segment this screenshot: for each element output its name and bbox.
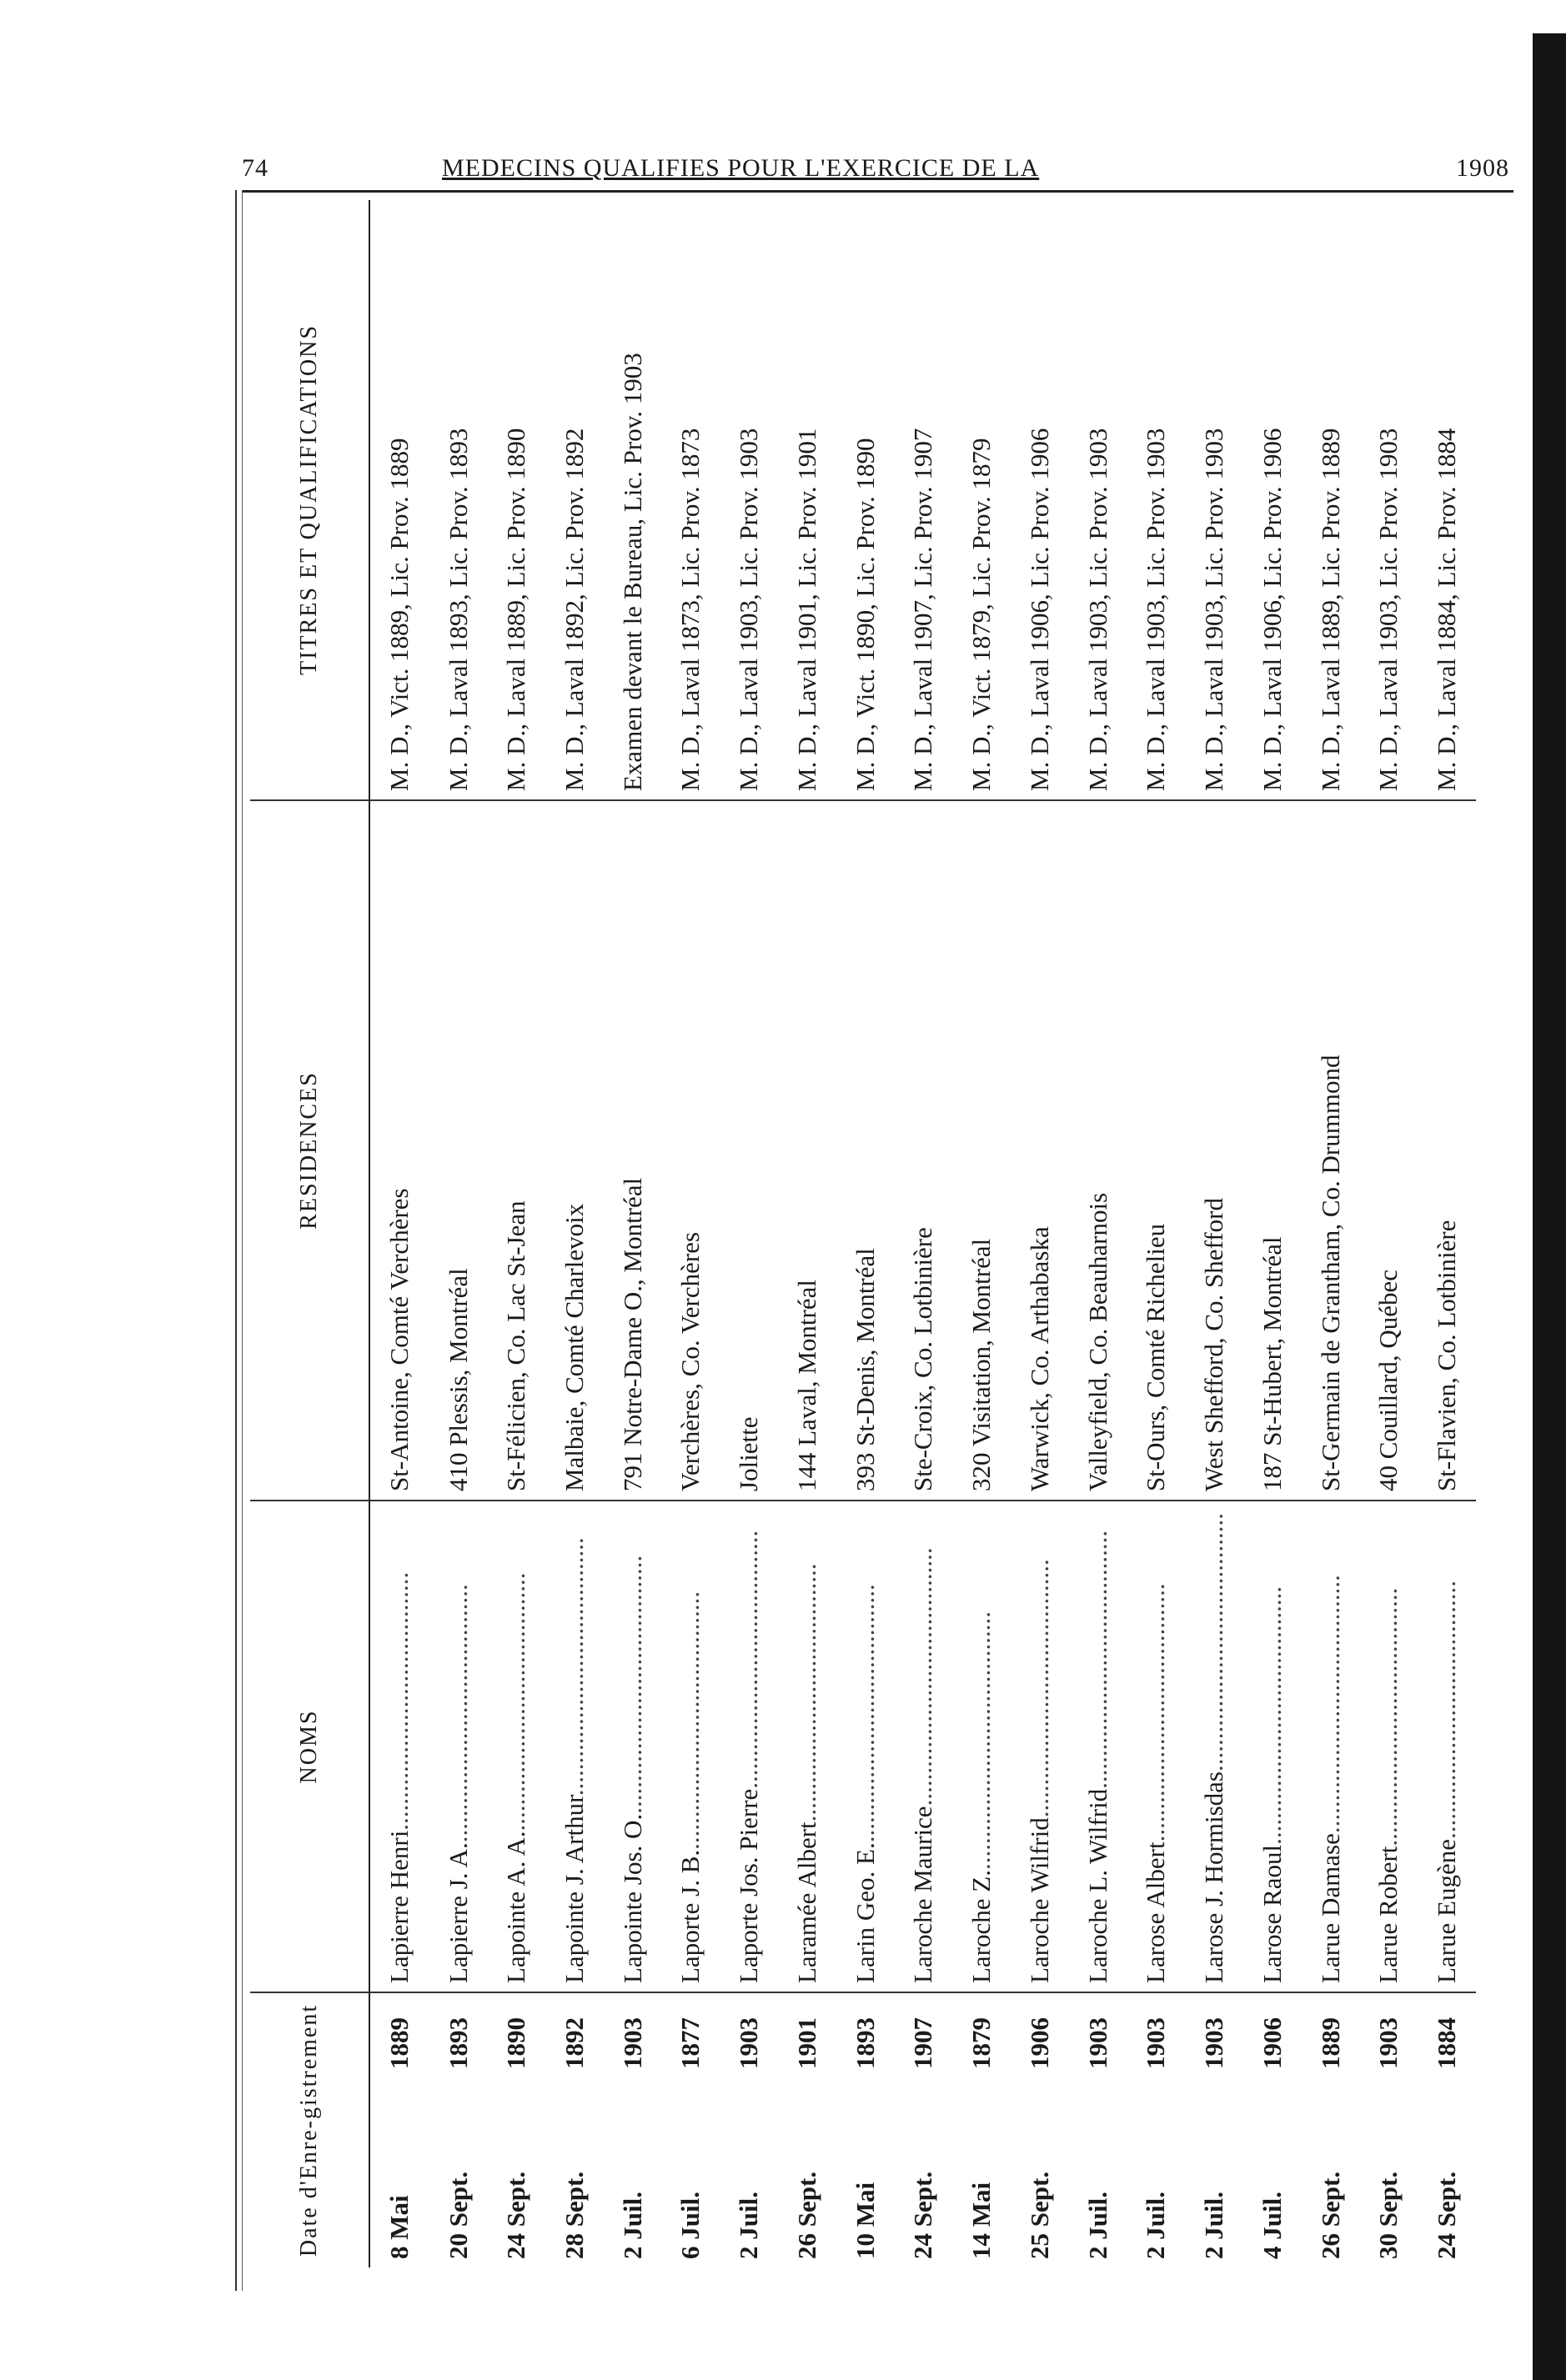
physician-name-cell (429, 1501, 488, 1992)
table-row (895, 200, 953, 2267)
leader-dots: ........................................ (501, 1572, 531, 1831)
registration-day-month: 4 Juil. (1257, 2192, 1287, 2259)
physician-name: Larue Robert (1373, 1846, 1403, 1983)
qualifications-cell: M. D., Laval 1906, Lic. Prov. 1906 (1243, 200, 1302, 800)
registration-date-cell (545, 1992, 604, 2267)
leader-dots: ........................................ (791, 1563, 821, 1822)
left-margin-rule (235, 190, 237, 2291)
physician-name-cell (662, 1501, 720, 1992)
registration-year: 1889 (1315, 2017, 1345, 2069)
registration-date-cell (1359, 1992, 1418, 2267)
registration-year: 1889 (384, 2017, 414, 2069)
table-row (487, 200, 545, 2267)
registration-year: 1903 (734, 2017, 764, 2069)
physician-name: Laroche Z. (966, 1870, 996, 1983)
registration-day-month: 2 Juil. (1082, 2192, 1112, 2259)
scan-edge-bar (1533, 33, 1566, 2380)
physician-name-cell (1418, 1501, 1476, 1992)
physician-name: Lapointe J. Arthur (560, 1796, 589, 1983)
registration-year: 1906 (1257, 2017, 1287, 2069)
leader-dots: ........................................ (1024, 1559, 1054, 1818)
registration-date-cell (1243, 1992, 1302, 2267)
registration-day-month: 28 Sept. (560, 2171, 589, 2259)
registration-day-month: 10 Mai (850, 2182, 880, 2259)
leader-dots: ........................................ (850, 1584, 880, 1843)
residence-cell: St-Félicien, Co. Lac St-Jean (487, 800, 545, 1501)
registration-date-cell (662, 1992, 720, 2267)
qualifications-cell: M. D., Laval 1889, Lic. Prov. 1890 (487, 200, 545, 800)
registration-date-cell (1302, 1992, 1360, 2267)
physician-name: Laroche Wilfrid (1024, 1817, 1054, 1983)
qualifications-cell: M. D., Laval 1884, Lic. Prov. 1884 (1418, 200, 1476, 800)
registration-day-month: 26 Sept. (1315, 2171, 1345, 2259)
physician-name-cell (369, 1501, 429, 1992)
table-row (1011, 200, 1069, 2267)
physician-name-cell (1185, 1501, 1243, 1992)
table-row (836, 200, 895, 2267)
column-header-residences: RESIDENCES (250, 800, 369, 1501)
leader-dots: ........................................ (1141, 1583, 1171, 1842)
registration-year: 1877 (675, 2017, 705, 2069)
leader-dots: ........................................ (966, 1611, 996, 1871)
residence-cell: 144 Laval, Montréal (778, 800, 836, 1501)
residence-cell: 40 Couillard, Québec (1359, 800, 1418, 1501)
physician-name: Lapierre J. A. (443, 1842, 473, 1983)
leader-dots: ........................................ (675, 1591, 705, 1850)
residence-cell: West Shefford, Co. Shefford (1185, 800, 1243, 1501)
qualifications-cell: M. D., Laval 1889, Lic. Prov. 1889 (1302, 200, 1360, 800)
physician-name-cell (1302, 1501, 1360, 1992)
leader-dots: ........................................ (1199, 1513, 1229, 1772)
leader-dots: ........................................ (617, 1555, 647, 1814)
registration-day-month: 30 Sept. (1373, 2171, 1403, 2259)
residence-cell: 410 Plessis, Montréal (429, 800, 488, 1501)
column-header-titles: TITRES ET QUALIFICATIONS (250, 200, 369, 800)
table-row (720, 200, 778, 2267)
registration-date-cell (1185, 1992, 1243, 2267)
qualifications-cell: M. D., Vict. 1890, Lic. Prov. 1890 (836, 200, 895, 800)
registration-year: 1903 (617, 2017, 647, 2069)
physician-name: Larose Albert (1141, 1841, 1171, 1983)
registration-date-cell (369, 1992, 429, 2267)
registration-year: 1890 (501, 2017, 531, 2069)
physician-name-cell (952, 1501, 1011, 1992)
leader-dots: ........................................ (1373, 1587, 1403, 1846)
page-year: 1908 (1456, 154, 1509, 182)
column-header-names: NOMS (250, 1501, 369, 1992)
residence-cell: 320 Visitation, Montréal (952, 800, 1011, 1501)
physician-name-cell (604, 1501, 662, 1992)
residence-cell: St-Antoine, Comté Verchères (369, 800, 429, 1501)
physician-name: Lapierre Henri (384, 1830, 414, 1983)
physician-name-cell (1069, 1501, 1127, 1992)
page-number: 74 (242, 154, 269, 182)
registration-year: 1903 (1082, 2017, 1112, 2069)
registration-day-month: 2 Juil. (617, 2192, 647, 2259)
registration-year: 1907 (908, 2017, 938, 2069)
table-row (662, 200, 720, 2267)
registration-day-month: 14 Mai (966, 2182, 996, 2259)
physician-name: Laporte J. B. (675, 1849, 705, 1983)
leader-dots: ........................................ (1082, 1530, 1112, 1789)
registration-year: 1903 (1373, 2017, 1403, 2069)
table-row (545, 200, 604, 2267)
residence-cell: St-Ours, Comté Richelieu (1127, 800, 1185, 1501)
physician-name-cell (487, 1501, 545, 1992)
leader-dots: ........................................ (908, 1547, 938, 1806)
leader-dots: ........................................ (1432, 1581, 1462, 1840)
residence-cell: Ste-Croix, Co. Lotbinière (895, 800, 953, 1501)
qualifications-cell: M. D., Laval 1903, Lic. Prov. 1903 (1185, 200, 1243, 800)
physician-name: Larue Damase (1315, 1833, 1345, 1983)
registration-day-month: 6 Juil. (675, 2192, 705, 2259)
registration-year: 1884 (1432, 2017, 1462, 2069)
qualifications-cell: M. D., Laval 1873, Lic. Prov. 1873 (662, 200, 720, 800)
residence-cell: 791 Notre-Dame O., Montréal (604, 800, 662, 1501)
registration-day-month: 2 Juil. (1141, 2192, 1171, 2259)
table-row (1243, 200, 1302, 2267)
table-row (1302, 200, 1360, 2267)
registration-year: 1901 (791, 2017, 821, 2069)
table-row (604, 200, 662, 2267)
registration-day-month: 2 Juil. (1199, 2192, 1229, 2259)
table-row (952, 200, 1011, 2267)
physician-name: Laramée Albert (791, 1821, 821, 1983)
residence-cell: St-Flavien, Co. Lotbinière (1418, 800, 1476, 1501)
qualifications-cell: M. D., Laval 1903, Lic. Prov. 1903 (720, 200, 778, 800)
registration-date-cell (952, 1992, 1011, 2267)
physician-name: Larose Raoul (1257, 1844, 1287, 1983)
physician-name: Lapointe Jos. O. (617, 1813, 647, 1983)
left-margin-rule-inner (242, 190, 243, 2291)
registration-day-month: 2 Juil. (734, 2192, 764, 2259)
header-rule (242, 190, 1513, 193)
leader-dots: ........................................ (443, 1584, 473, 1843)
physician-name-cell (895, 1501, 953, 1992)
residence-cell: Malbaie, Comté Charlevoix (545, 800, 604, 1501)
leader-dots: ........................................ (1315, 1575, 1345, 1834)
qualifications-cell: M. D., Laval 1906, Lic. Prov. 1906 (1011, 200, 1069, 800)
physician-name-cell (720, 1501, 778, 1992)
registration-date-cell (1127, 1992, 1185, 2267)
physician-name: Laporte Jos. Pierre (734, 1788, 764, 1983)
qualifications-cell: M. D., Vict. 1879, Lic. Prov. 1879 (952, 200, 1011, 800)
table-row (1185, 200, 1243, 2267)
residence-cell: Joliette (720, 800, 778, 1501)
registration-day-month: 25 Sept. (1024, 2171, 1054, 2259)
register-table-container (250, 200, 1476, 2267)
table-row (429, 200, 488, 2267)
residence-cell: 393 St-Denis, Montréal (836, 800, 895, 1501)
registration-date-cell (429, 1992, 488, 2267)
leader-dots: ........................................ (560, 1537, 589, 1796)
registration-year: 1906 (1024, 2017, 1054, 2069)
table-row (1069, 200, 1127, 2267)
registration-year: 1903 (1141, 2017, 1171, 2069)
physician-name-cell (1127, 1501, 1185, 1992)
residence-cell: Verchères, Co. Verchères (662, 800, 720, 1501)
physician-name: Larin Geo. E. (850, 1842, 880, 1983)
registration-date-cell (778, 1992, 836, 2267)
qualifications-cell: M. D., Laval 1893, Lic. Prov. 1893 (429, 200, 488, 800)
qualifications-cell: M. D., Laval 1903, Lic. Prov. 1903 (1359, 200, 1418, 800)
physician-name: Laroche Maurice (908, 1806, 938, 1983)
registration-date-cell (720, 1992, 778, 2267)
table-row (778, 200, 836, 2267)
registration-year: 1903 (1199, 2017, 1229, 2069)
physician-name: Laroche L. Wilfrid (1082, 1788, 1112, 1983)
registration-day-month: 20 Sept. (443, 2171, 473, 2259)
registration-year: 1893 (850, 2017, 880, 2069)
registration-year: 1892 (560, 2017, 589, 2069)
registration-date-cell (487, 1992, 545, 2267)
table-header-row (250, 200, 369, 2267)
registration-year: 1879 (966, 2017, 996, 2069)
residence-cell: St-Germain de Grantham, Co. Drummond (1302, 800, 1360, 1501)
page-header (242, 154, 1509, 188)
physician-name-cell (1011, 1501, 1069, 1992)
qualifications-cell: M. D., Laval 1903, Lic. Prov. 1903 (1127, 200, 1185, 800)
qualifications-cell: M. D., Laval 1901, Lic. Prov. 1901 (778, 200, 836, 800)
table-row (1418, 200, 1476, 2267)
registration-year: 1893 (443, 2017, 473, 2069)
qualifications-cell: M. D., Laval 1892, Lic. Prov. 1892 (545, 200, 604, 800)
physician-name-cell (1243, 1501, 1302, 1992)
registration-day-month: 8 Mai (384, 2195, 414, 2259)
leader-dots: ........................................ (384, 1571, 414, 1831)
registration-date-cell (1418, 1992, 1476, 2267)
qualifications-cell: Examen devant le Bureau, Lic. Prov. 1903 (604, 200, 662, 800)
physician-name-cell (778, 1501, 836, 1992)
leader-dots: ........................................ (1257, 1586, 1287, 1845)
registration-date-cell (604, 1992, 662, 2267)
physician-name-cell (1359, 1501, 1418, 1992)
table-row (369, 200, 429, 2267)
leader-dots: ........................................ (734, 1530, 764, 1789)
registration-date-cell (1011, 1992, 1069, 2267)
physician-name-cell (836, 1501, 895, 1992)
registration-date-cell (1069, 1992, 1127, 2267)
register-table (250, 200, 1476, 2267)
registration-date-cell (836, 1992, 895, 2267)
registration-day-month: 26 Sept. (791, 2171, 821, 2259)
qualifications-cell: M. D., Laval 1907, Lic. Prov. 1907 (895, 200, 953, 800)
physician-name: Larue Eugène (1432, 1839, 1462, 1983)
residence-cell: Warwick, Co. Arthabaska (1011, 800, 1069, 1501)
table-row (1127, 200, 1185, 2267)
registration-day-month: 24 Sept. (1432, 2171, 1462, 2259)
residence-cell: Valleyfield, Co. Beauharnois (1069, 800, 1127, 1501)
page-title: MEDECINS QUALIFIES POUR L'EXERCICE DE LA (442, 154, 1040, 182)
column-header-date: Date d'Enre-gistrement (250, 1992, 369, 2267)
registration-day-month: 24 Sept. (908, 2171, 938, 2259)
physician-name: Larose J. Hormisdas (1199, 1771, 1229, 1983)
physician-name: Lapointe A. A. (501, 1831, 531, 1983)
physician-name-cell (545, 1501, 604, 1992)
qualifications-cell: M. D., Laval 1903, Lic. Prov. 1903 (1069, 200, 1127, 800)
residence-cell: 187 St-Hubert, Montréal (1243, 800, 1302, 1501)
registration-date-cell (895, 1992, 953, 2267)
table-row (1359, 200, 1418, 2267)
registration-day-month: 24 Sept. (501, 2171, 531, 2259)
qualifications-cell: M. D., Vict. 1889, Lic. Prov. 1889 (369, 200, 429, 800)
